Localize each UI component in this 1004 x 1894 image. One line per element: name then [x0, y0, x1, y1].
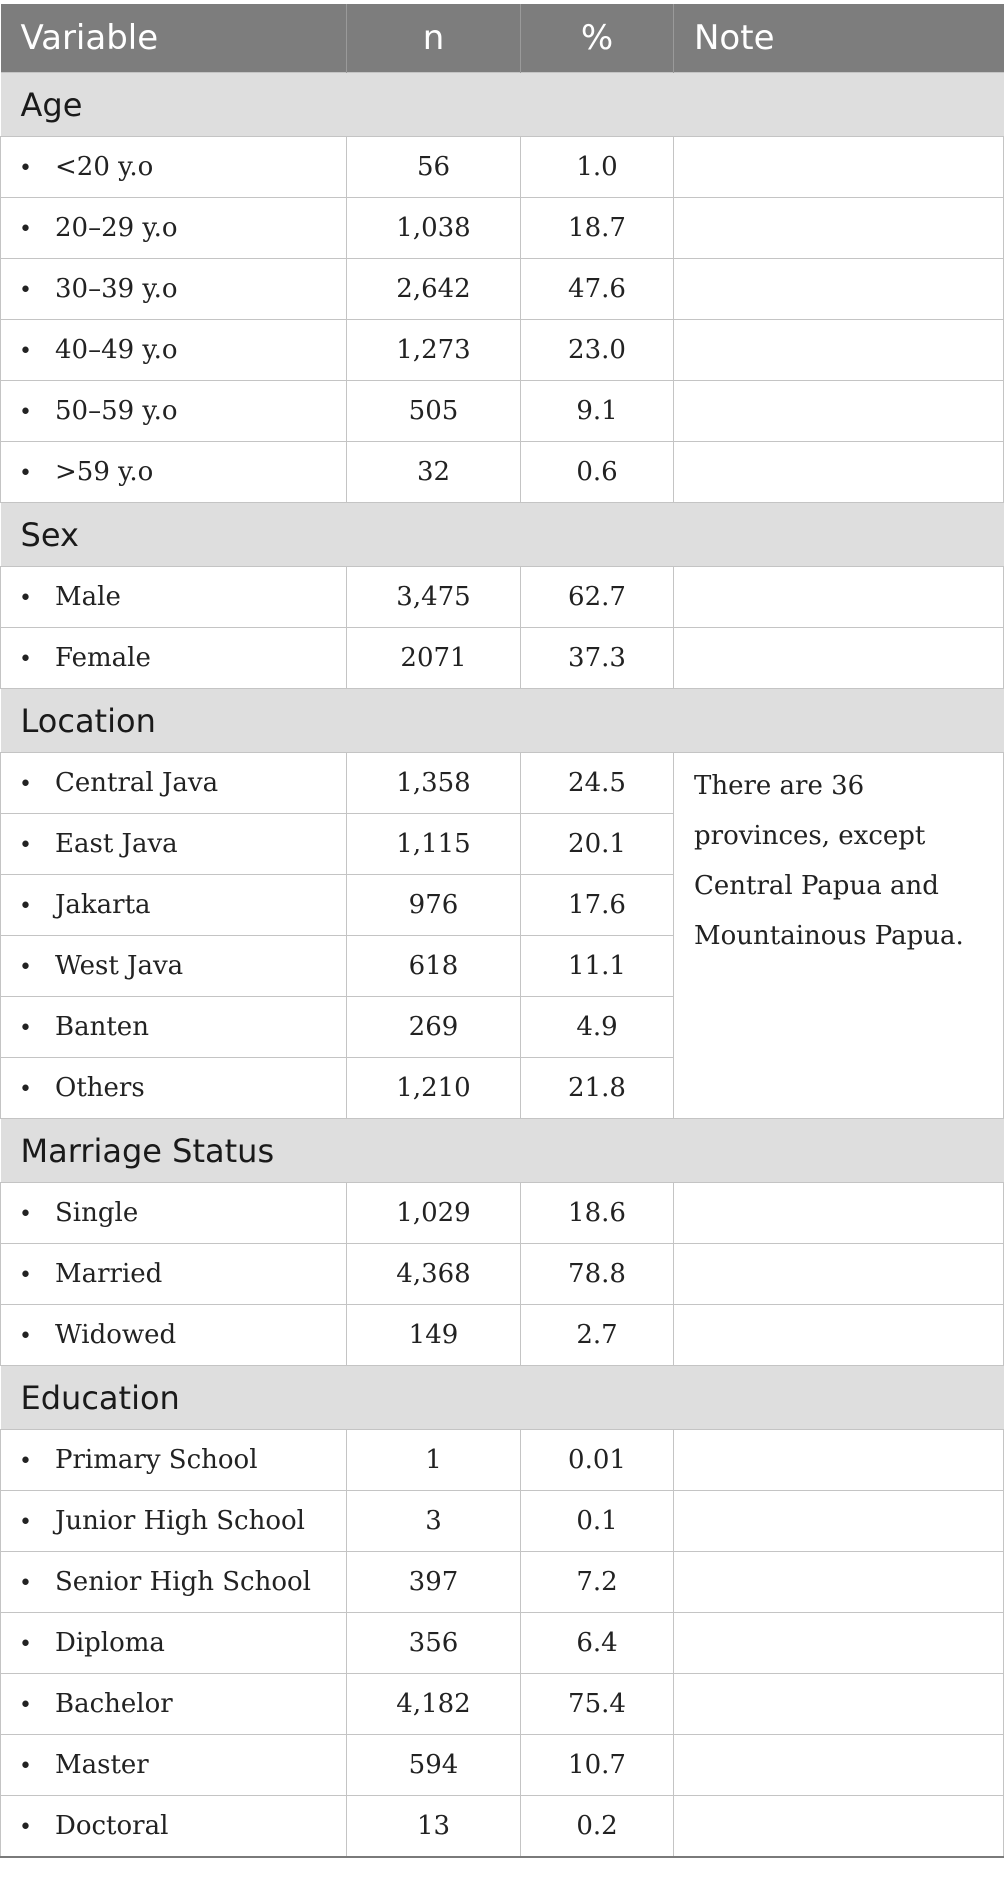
bullet-icon: • [19, 1324, 32, 1349]
row-percent: 11.1 [521, 936, 674, 997]
section-title: Location [1, 689, 1004, 753]
row-n: 3,475 [347, 567, 521, 628]
row-label: Junior High School [55, 1506, 305, 1536]
row-n: 4,368 [347, 1244, 521, 1305]
table-row [1, 320, 1004, 381]
section-row [1, 1119, 1004, 1183]
row-label: Bachelor [55, 1689, 173, 1719]
section-title: Age [1, 73, 1004, 137]
table-row [1, 137, 1004, 198]
bullet-icon: • [19, 1449, 32, 1474]
row-percent: 21.8 [521, 1058, 674, 1119]
row-label-cell [1, 1058, 347, 1119]
row-percent: 0.01 [521, 1430, 674, 1491]
row-label: 50–59 y.o [55, 396, 178, 426]
table-row [1, 1491, 1004, 1552]
row-label: Male [55, 582, 121, 612]
table-row [1, 1552, 1004, 1613]
row-n: 2071 [347, 628, 521, 689]
row-label: Single [55, 1198, 139, 1228]
row-n: 1,358 [347, 753, 521, 814]
row-label: Primary School [55, 1445, 258, 1475]
row-label-cell [1, 1613, 347, 1674]
row-n: 594 [347, 1735, 521, 1796]
demographics-table [0, 4, 1004, 1858]
header-row [1, 4, 1004, 73]
row-note [674, 1183, 1004, 1244]
row-n: 356 [347, 1613, 521, 1674]
bullet-icon: • [19, 461, 32, 486]
table-row [1, 1613, 1004, 1674]
bullet-icon: • [19, 400, 32, 425]
header-note: Note [674, 4, 1004, 73]
row-percent: 78.8 [521, 1244, 674, 1305]
row-label-cell [1, 1305, 347, 1366]
table-row [1, 1430, 1004, 1491]
row-label-cell [1, 567, 347, 628]
row-label: Master [55, 1750, 149, 1780]
row-label: Widowed [55, 1320, 177, 1350]
row-note [674, 381, 1004, 442]
row-n: 1,029 [347, 1183, 521, 1244]
bullet-icon: • [19, 278, 32, 303]
table-row [1, 753, 1004, 814]
header-variable: Variable [1, 4, 347, 73]
bullet-icon: • [19, 156, 32, 181]
row-n: 4,182 [347, 1674, 521, 1735]
row-label: Central Java [55, 768, 219, 798]
row-note [674, 1796, 1004, 1858]
header-n: n [347, 4, 521, 73]
row-percent: 62.7 [521, 567, 674, 628]
row-percent: 10.7 [521, 1735, 674, 1796]
row-label-cell [1, 814, 347, 875]
row-label: 20–29 y.o [55, 213, 178, 243]
row-percent: 20.1 [521, 814, 674, 875]
table-row [1, 567, 1004, 628]
bullet-icon: • [19, 1510, 32, 1535]
row-percent: 1.0 [521, 137, 674, 198]
row-label-cell [1, 1183, 347, 1244]
bullet-icon: • [19, 833, 32, 858]
bullet-icon: • [19, 1632, 32, 1657]
table-row [1, 381, 1004, 442]
row-percent: 17.6 [521, 875, 674, 936]
row-note [674, 1735, 1004, 1796]
bullet-icon: • [19, 1815, 32, 1840]
bullet-icon: • [19, 339, 32, 364]
location-note: There are 36 provinces, except Central Papua and Mountainous Papua. [674, 753, 1004, 1119]
table-row [1, 1183, 1004, 1244]
row-label-cell [1, 1674, 347, 1735]
row-note [674, 628, 1004, 689]
row-percent: 0.6 [521, 442, 674, 503]
bullet-icon: • [19, 217, 32, 242]
row-n: 1 [347, 1430, 521, 1491]
row-n: 505 [347, 381, 521, 442]
bullet-icon: • [19, 1016, 32, 1041]
bullet-icon: • [19, 1693, 32, 1718]
table-row [1, 442, 1004, 503]
bullet-icon: • [19, 1077, 32, 1102]
header-percent: % [521, 4, 674, 73]
row-n: 2,642 [347, 259, 521, 320]
row-percent: 75.4 [521, 1674, 674, 1735]
row-label: Married [55, 1259, 163, 1289]
row-n: 618 [347, 936, 521, 997]
row-n: 1,273 [347, 320, 521, 381]
row-note [674, 1491, 1004, 1552]
row-label: Female [55, 643, 151, 673]
row-note [674, 1674, 1004, 1735]
row-label-cell [1, 1552, 347, 1613]
row-percent: 0.2 [521, 1796, 674, 1858]
table-row [1, 1735, 1004, 1796]
row-percent: 18.7 [521, 198, 674, 259]
row-n: 1,038 [347, 198, 521, 259]
table-body [1, 73, 1004, 1858]
row-n: 976 [347, 875, 521, 936]
row-note [674, 1430, 1004, 1491]
row-n: 397 [347, 1552, 521, 1613]
row-label: West Java [55, 951, 184, 981]
bullet-icon: • [19, 772, 32, 797]
table-row [1, 628, 1004, 689]
bullet-icon: • [19, 647, 32, 672]
row-label-cell [1, 259, 347, 320]
row-label-cell [1, 137, 347, 198]
row-note [674, 198, 1004, 259]
row-label-cell [1, 875, 347, 936]
row-label-cell [1, 198, 347, 259]
bullet-icon: • [19, 1263, 32, 1288]
section-title: Marriage Status [1, 1119, 1004, 1183]
row-label-cell [1, 320, 347, 381]
row-label: 40–49 y.o [55, 335, 178, 365]
section-row [1, 689, 1004, 753]
row-percent: 4.9 [521, 997, 674, 1058]
row-label-cell [1, 1244, 347, 1305]
row-label: <20 y.o [55, 152, 154, 182]
table-row [1, 1244, 1004, 1305]
row-percent: 47.6 [521, 259, 674, 320]
table-row [1, 1674, 1004, 1735]
table-row [1, 1305, 1004, 1366]
row-label: East Java [55, 829, 178, 859]
row-label: Senior High School [55, 1567, 311, 1597]
row-label: Diploma [55, 1628, 165, 1658]
row-label-cell [1, 997, 347, 1058]
row-note [674, 1305, 1004, 1366]
row-label-cell [1, 381, 347, 442]
row-note [674, 567, 1004, 628]
row-note [674, 259, 1004, 320]
row-label: Others [55, 1073, 145, 1103]
row-percent: 23.0 [521, 320, 674, 381]
row-label-cell [1, 1735, 347, 1796]
table-row [1, 259, 1004, 320]
row-label-cell [1, 936, 347, 997]
section-row [1, 503, 1004, 567]
row-label-cell [1, 628, 347, 689]
section-title: Sex [1, 503, 1004, 567]
row-note [674, 137, 1004, 198]
row-percent: 0.1 [521, 1491, 674, 1552]
row-n: 3 [347, 1491, 521, 1552]
row-label-cell [1, 1491, 347, 1552]
row-n: 149 [347, 1305, 521, 1366]
row-n: 269 [347, 997, 521, 1058]
bullet-icon: • [19, 1571, 32, 1596]
bullet-icon: • [19, 894, 32, 919]
row-label-cell [1, 442, 347, 503]
bullet-icon: • [19, 1754, 32, 1779]
row-note [674, 442, 1004, 503]
table-row [1, 198, 1004, 259]
row-label: Doctoral [55, 1811, 169, 1841]
bullet-icon: • [19, 955, 32, 980]
row-n: 32 [347, 442, 521, 503]
row-percent: 37.3 [521, 628, 674, 689]
row-label-cell [1, 1796, 347, 1858]
section-row [1, 1366, 1004, 1430]
row-note [674, 320, 1004, 381]
bullet-icon: • [19, 586, 32, 611]
row-label-cell [1, 1430, 347, 1491]
row-percent: 6.4 [521, 1613, 674, 1674]
row-n: 56 [347, 137, 521, 198]
row-percent: 7.2 [521, 1552, 674, 1613]
row-n: 1,115 [347, 814, 521, 875]
row-percent: 18.6 [521, 1183, 674, 1244]
section-title: Education [1, 1366, 1004, 1430]
row-note [674, 1613, 1004, 1674]
section-row [1, 73, 1004, 137]
row-note [674, 1244, 1004, 1305]
row-n: 13 [347, 1796, 521, 1858]
row-percent: 24.5 [521, 753, 674, 814]
row-n: 1,210 [347, 1058, 521, 1119]
row-label: Jakarta [55, 890, 151, 920]
row-percent: 2.7 [521, 1305, 674, 1366]
row-percent: 9.1 [521, 381, 674, 442]
row-label: 30–39 y.o [55, 274, 178, 304]
row-label: >59 y.o [55, 457, 154, 487]
row-note [674, 1552, 1004, 1613]
row-label-cell [1, 753, 347, 814]
bullet-icon: • [19, 1202, 32, 1227]
row-label: Banten [55, 1012, 149, 1042]
table-row [1, 1796, 1004, 1858]
